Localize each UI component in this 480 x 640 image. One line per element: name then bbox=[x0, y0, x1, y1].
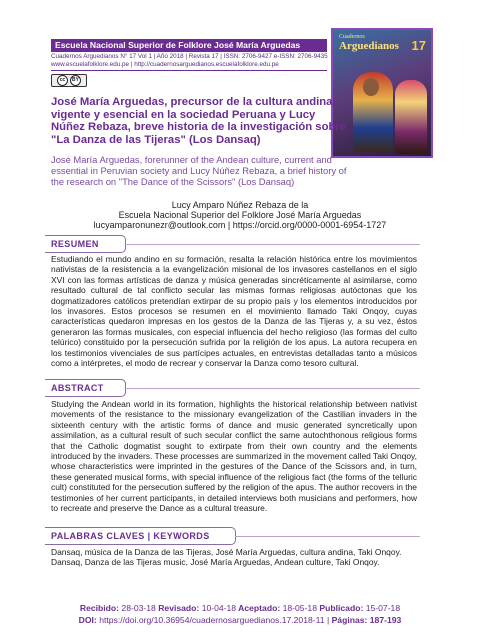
article-dates bbox=[0, 603, 480, 613]
pages-label: Páginas: bbox=[331, 615, 368, 625]
cc-license-badge[interactable] bbox=[51, 74, 87, 87]
cover-dancer-face bbox=[363, 78, 379, 96]
doi-separator: | bbox=[326, 615, 330, 625]
resumen-rule bbox=[125, 244, 420, 245]
pages-value: 187-193 bbox=[369, 615, 402, 625]
journal-urls-line[interactable]: www.escuelafolklore.edu.pe | http://cuadernosarguedianos.escuelafolklore.edu.pe bbox=[51, 61, 279, 68]
doi-label: DOI: bbox=[78, 615, 97, 625]
article-title-english: José María Arguedas, forerunner of the Andean culture, current and essential in Peruvian society and Lucy Núñez Rebaza, a brief history of the research on "The Dance of the Scissors" (Los Dansaq) bbox=[51, 154, 347, 188]
resumen-paragraph: Estudiando el mundo andino en su formación, resalta la relación histórica entre los movimientos nativistas de la resistencia a la evangelización misional de los invasores castellanos en el siglo XVI con las formas artísticas de danza y música generadas sincréticamente al asimilarse, como resultado cultural de tal conflicto secular las mismas formas religiosas autóctonas que los dogmatizadores católicos pretendían extirpar de su propio país y los elementos introducidos por los invasores. Estos procesos se resumen en el movimiento llamado Taki Onqoy, cuyas características quedaron impresas en los gestos de la Danza de las Tijeras y, a su vez, éstos generaron las formas musicales, con especial influencia del hecho religioso (las formas del culto telúrico) constituido por la persecución sufrida por la religión de los apus. La autora recupera en los testimonios vivenciales de sus partícipes actuales, en entrevistas detalladas tanto a músicos como a intérpretes, el modo de recrear y conservar la Danza como tesoro cultural. bbox=[51, 254, 417, 369]
accepted-date: 18-05-18 bbox=[282, 603, 317, 613]
keywords-english: Dansaq, Danza de las Tijeras music, José María Arguedas, Andean culture, Taki Onqoy. bbox=[51, 557, 380, 567]
abstract-heading: ABSTRACT bbox=[51, 383, 104, 393]
author-name: Lucy Amparo Núñez Rebaza de la bbox=[171, 200, 309, 210]
abstract-paragraph: Studying the Andean world in its formation, highlights the historical relationship between nativist movements of the resistance to the missionary evangelization of the Castilian invaders in the sixteenth century with the artistic forms of dance and music generated syncretically upon assimilation, as a cultural result of such secular conflict the same autochthonous religious forms that the Catholic dogmatist sought to extirpate from their own country and the elements introduced by the invaders. These processes are summarized in the movement called Taki Onqoy, whose characteristics were imprinted in the gestures of the Dance of the Scissors and, in turn, these generated musical forms, with special influence of the religious fact (the forms of the telluric cult) constituted for the persecution suffered by the religion of the apus. The author recovers in the testimonies of her current participants, in detailed interviews both musicians and performers, how to recreate and preserve the Dance as a cultural treasure. bbox=[51, 399, 417, 514]
header-divider bbox=[51, 70, 327, 71]
cover-dancer-figure-2 bbox=[395, 80, 427, 154]
published-date: 15-07-18 bbox=[365, 603, 401, 613]
cover-issue-number: 17 bbox=[411, 38, 426, 53]
cover-title-line2: Arguedianos bbox=[339, 40, 399, 52]
article-doi-pages bbox=[0, 615, 480, 625]
keywords-heading: PALABRAS CLAVES | KEYWORDS bbox=[51, 531, 210, 541]
received-date: 28-03-18 bbox=[121, 603, 156, 613]
resumen-heading: RESUMEN bbox=[51, 239, 99, 249]
received-label: Recibido: bbox=[79, 603, 120, 613]
author-affiliation: Escuela Nacional Superior del Folklore José María Arguedas bbox=[118, 210, 362, 220]
journal-issn-line: Cuadernos Arguedianos N° 17 Vol 1 | Año 2018 | Revista 17 | ISSN: 2706-9427 e-ISSN: 2706-9435 bbox=[51, 53, 328, 60]
published-label: Publicado: bbox=[319, 603, 364, 613]
revised-label: Revisado: bbox=[158, 603, 200, 613]
cover-title-line1: Cuadernos bbox=[339, 34, 365, 40]
keywords-spanish: Dansaq, música de la Danza de las Tijeras, José María Arguedas, cultura andina, Taki Onqoy. bbox=[51, 547, 402, 557]
accepted-label: Aceptado: bbox=[238, 603, 281, 613]
author-contact[interactable]: lucyamparonunezr@outlook.com | https://orcid.org/0000-0001-6954-1727 bbox=[93, 220, 387, 230]
abstract-rule bbox=[125, 388, 420, 389]
keywords-rule bbox=[235, 536, 420, 537]
doi-link[interactable]: https://doi.org/10.36954/cuadernosarguedianos.17.2018-11 bbox=[99, 615, 325, 625]
cc-icon: cc bbox=[57, 75, 68, 86]
journal-banner: Escuela Nacional Superior de Folklore José María Arguedas bbox=[51, 39, 327, 52]
article-title-spanish: José María Arguedas, precursor de la cultura andina, vigente y esencial en la sociedad Peruana y Lucy Núñez Rebaza, breve historia de la investigación sobre "La Danza de las Tijeras" (Los Dansaq) bbox=[51, 96, 347, 146]
by-icon: BY bbox=[70, 75, 81, 86]
revised-date: 10-04-18 bbox=[201, 603, 237, 613]
